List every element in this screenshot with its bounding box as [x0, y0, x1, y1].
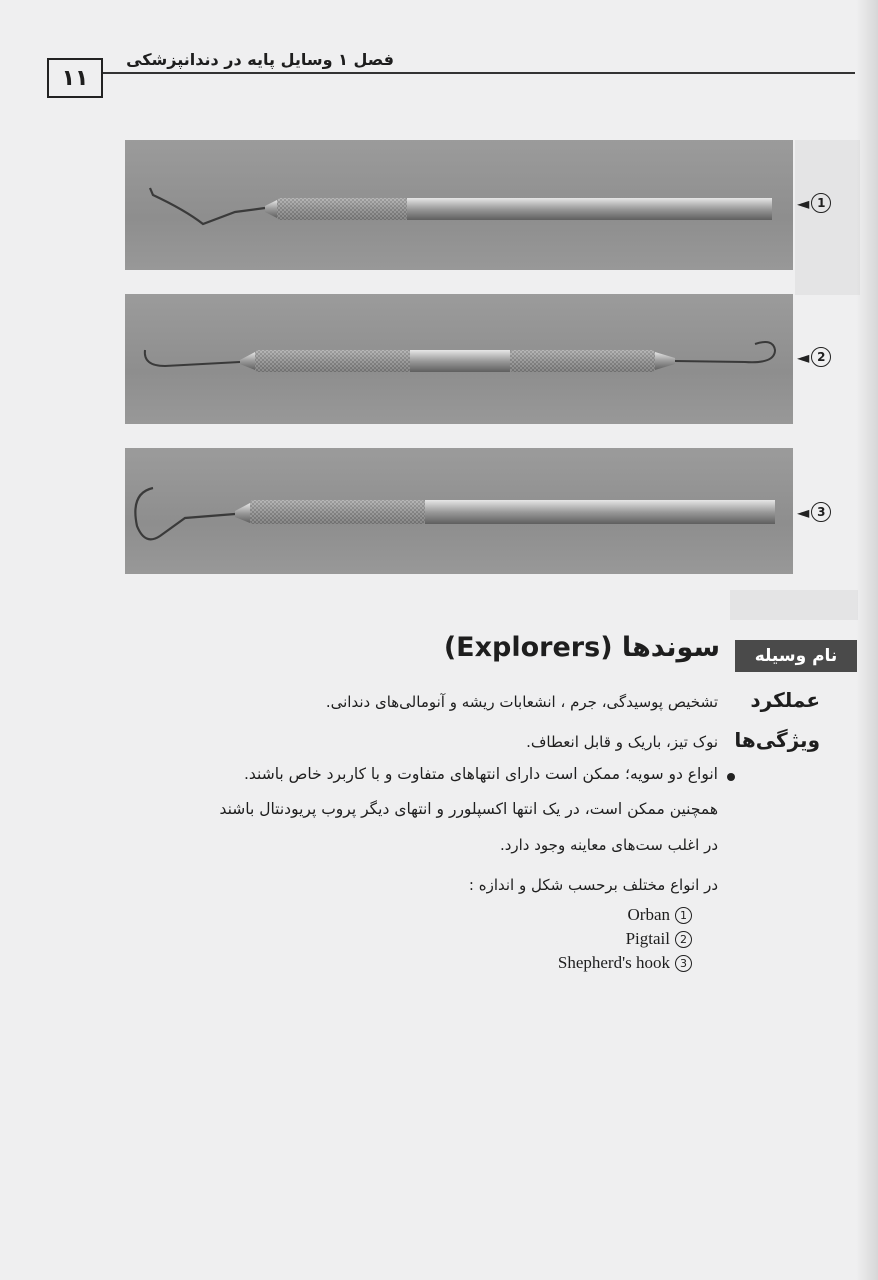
arrow-icon: ◄ [797, 347, 810, 367]
features-text: نوک تیز، باریک و قابل انعطاف. [526, 733, 718, 751]
callout-2 [797, 347, 831, 367]
show-through-block [795, 140, 860, 295]
bullet-line: انواع دو سویه؛ ممکن است دارای انتهاهای متفاوت و با کاربرد خاص باشند. [243, 765, 718, 783]
types-intro: در انواع مختلف برحسب شکل و اندازه : [468, 876, 718, 894]
bullet-line: در اغلب ست‌های معاینه وجود دارد. [499, 836, 718, 854]
function-text: تشخیص پوسیدگی، جرم ، انشعابات ریشه و آنومالی‌های دندانی. [325, 693, 718, 711]
function-label: عملکرد [750, 688, 820, 712]
type-name: Orban [627, 905, 670, 924]
show-through-block [730, 590, 858, 620]
callout-1 [797, 193, 831, 213]
type-number: 1 [675, 907, 692, 924]
type-name: Shepherd's hook [557, 953, 670, 972]
working-tip-right [675, 342, 775, 362]
bullet-line: همچنین ممکن است، در یک انتها اکسپلورر و انتهای دیگر پروب پریودنتال باشند [219, 800, 718, 818]
features-label: ویژگی‌ها [734, 728, 820, 752]
callout-number: 2 [811, 347, 831, 367]
type-number: 3 [675, 955, 692, 972]
center-shaft [410, 350, 510, 372]
type-item [400, 905, 692, 925]
callout-number: 3 [811, 502, 831, 522]
callout-number: 1 [811, 193, 831, 213]
shank-cone [265, 200, 277, 218]
bullet-icon [727, 773, 735, 781]
arrow-icon: ◄ [797, 502, 810, 522]
type-item [400, 953, 692, 973]
working-tip [150, 188, 265, 224]
header-rule [103, 72, 855, 74]
page-number: ۱۱ [47, 58, 103, 98]
instrument-title: سوندها (Explorers) [443, 632, 720, 663]
working-tip [135, 488, 235, 539]
callout-3 [797, 502, 831, 522]
working-tip-left [145, 350, 240, 366]
instrument-name-label: نام وسیله [735, 640, 857, 672]
type-item [400, 929, 692, 949]
chapter-heading: فصل ۱ وسایل پایه در دندانپزشکی [126, 50, 394, 69]
shepherds-hook-explorer-illustration [125, 448, 793, 574]
type-number: 2 [675, 931, 692, 948]
pigtail-explorer-illustration [125, 294, 793, 424]
explorer-photo-1 [125, 140, 793, 270]
arrow-icon: ◄ [797, 193, 810, 213]
handle-shaft [425, 500, 775, 524]
handle-shaft [407, 198, 772, 220]
explorer-photo-3 [125, 448, 793, 574]
explorer-photo-2 [125, 294, 793, 424]
orban-explorer-illustration [125, 140, 793, 270]
type-name: Pigtail [625, 929, 670, 948]
